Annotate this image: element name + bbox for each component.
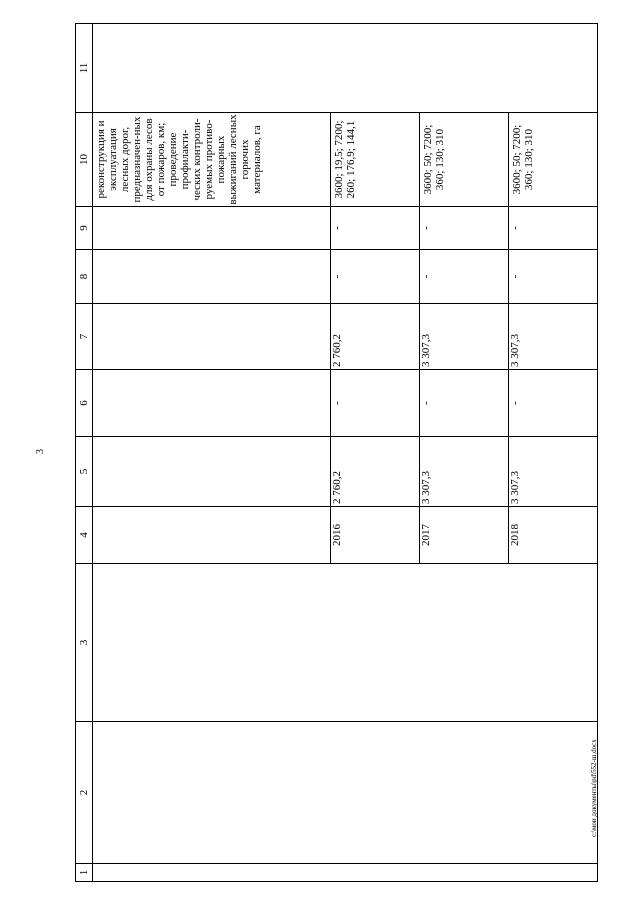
year-cell: 2017 [420, 507, 509, 564]
indicator-values: 3600; 19,5; 7200; 260; 176,9; 144,1 [331, 113, 420, 207]
indicator-values: 3600; 50; 7200; 360; 130; 310 [420, 113, 509, 207]
cell-col-11 [93, 24, 598, 113]
header-col-5: 5 [76, 437, 93, 507]
header-col-1: 1 [76, 864, 93, 882]
year-cell: 2016 [331, 507, 420, 564]
total-cell: 3 307,3 [509, 437, 598, 507]
col7-cell: 2 760,2 [331, 304, 420, 370]
cell-col-9-empty [93, 207, 331, 250]
header-col-2: 2 [76, 722, 93, 864]
header-col-10: 10 [76, 113, 93, 207]
col8-cell: - [509, 250, 598, 304]
footer-file-path: c:\мои документы\pd\552-ш.docx [590, 739, 598, 837]
cell-col-1 [93, 864, 598, 882]
cell-col-6-empty [93, 370, 331, 437]
header-row [76, 24, 93, 882]
page-number: 3 [35, 449, 46, 454]
cell-col-2 [93, 722, 598, 864]
cell-col-8-empty [93, 250, 331, 304]
header-col-9: 9 [76, 207, 93, 250]
col9-cell: - [331, 207, 420, 250]
indicator-values: 3600; 50; 7200; 360; 130; 310 [509, 113, 598, 207]
col8-cell: - [331, 250, 420, 304]
col7-cell: 3 307,3 [420, 304, 509, 370]
description-row [93, 24, 331, 882]
col6-cell: - [509, 370, 598, 437]
description-text: реконструкция и эксплуатация лесных дорог, предназначен-ных для охраны лесов от пожаров, км; проведение профилакти-ческих контроли-руемых противо-пожарных выжиганий лесных горючих материалов, га [93, 113, 331, 207]
header-col-3: 3 [76, 564, 93, 722]
col9-cell: - [420, 207, 509, 250]
cell-col-7-empty [93, 304, 331, 370]
cell-col-5-empty [93, 437, 331, 507]
cell-col-3 [93, 564, 598, 722]
col8-cell: - [420, 250, 509, 304]
total-cell: 2 760,2 [331, 437, 420, 507]
year-cell: 2018 [509, 507, 598, 564]
header-col-4: 4 [76, 507, 93, 564]
col9-cell: - [509, 207, 598, 250]
rotated-table-container [75, 24, 590, 882]
col6-cell: - [331, 370, 420, 437]
col6-cell: - [420, 370, 509, 437]
data-table [75, 23, 598, 882]
cell-col-4-empty [93, 507, 331, 564]
total-cell: 3 307,3 [420, 437, 509, 507]
header-col-8: 8 [76, 250, 93, 304]
col7-cell: 3 307,3 [509, 304, 598, 370]
header-col-11: 11 [76, 24, 93, 113]
header-col-7: 7 [76, 304, 93, 370]
header-col-6: 6 [76, 370, 93, 437]
